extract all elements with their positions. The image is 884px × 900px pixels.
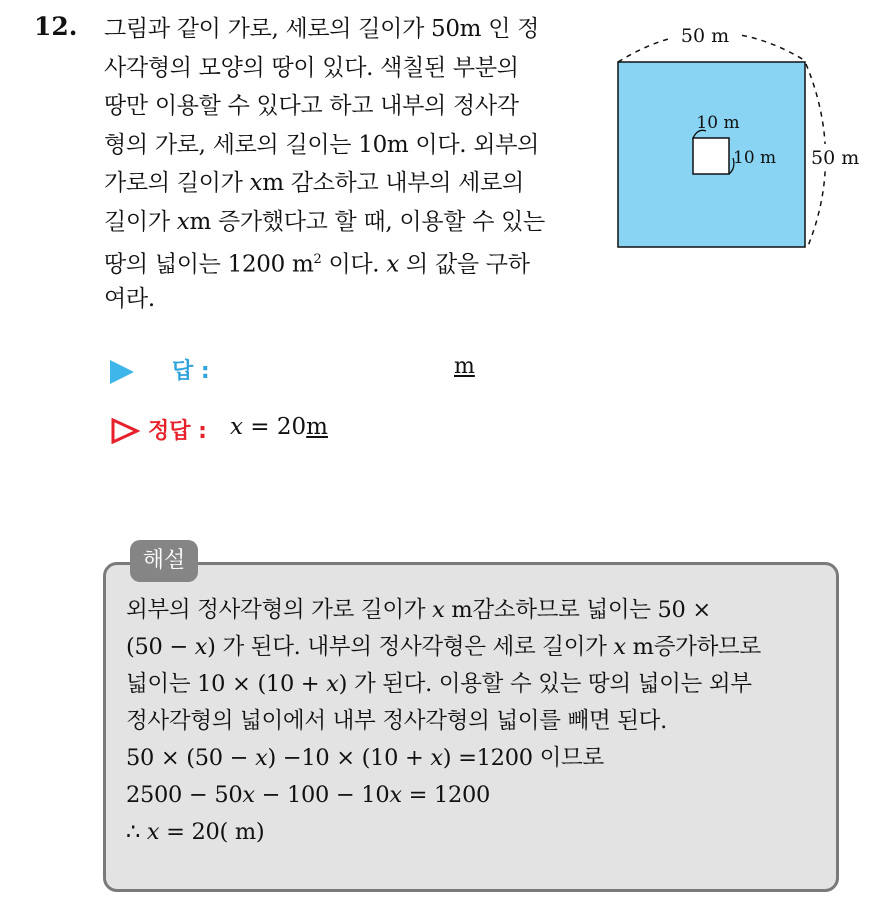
- question-text: [104, 12, 600, 320]
- explanation-line-1: 외부의 정사각형의 가로 길이가 x m감소하므로 넓이는 50 ×: [126, 597, 711, 623]
- explanation-tag: 해설: [130, 540, 198, 582]
- question-line-3: 땅만 이용할 수 있다고 하고 내부의 정사각: [104, 93, 519, 119]
- solution-label: 정답 :: [148, 419, 207, 444]
- outer-side-label: 50 m: [811, 147, 860, 169]
- outline-triangle-icon: [110, 418, 140, 444]
- question-line-6: 길이가 xm 증가했다고 할 때, 이용할 수 있는: [104, 208, 545, 235]
- explanation-line-7: ∴ x = 20( m): [126, 819, 265, 845]
- question-line-7: 땅의 넓이는 1200 $m^2$ 이다. x 의 값을 구하: [104, 251, 530, 278]
- outer-top-label: 50 m: [680, 25, 730, 47]
- explanation-line-5: 50 × (50 − x) −10 × (10 + x) =1200 이므로: [126, 745, 604, 771]
- explanation-line-6: 2500 − 50x − 100 − 10x = 1200: [126, 782, 491, 808]
- explanation-line-3: 넓이는 10 × (10 + x) 가 된다. 이용할 수 있는 땅의 넓이는 외부: [126, 671, 752, 697]
- question-number: 12.: [34, 12, 78, 41]
- inner-side-label: 10 m: [733, 148, 777, 168]
- question-line-2: 사각형의 모양의 땅이 있다. 색칠된 부분의: [104, 54, 519, 81]
- filled-triangle-icon: [110, 360, 134, 384]
- answer-label: 답 :: [172, 359, 210, 384]
- explanation-line-4: 정사각형의 넓이에서 내부 정사각형의 넓이를 빼면 된다.: [126, 708, 667, 734]
- square-land-figure: [606, 18, 870, 258]
- explanation-text: [126, 593, 826, 852]
- inner-square: [693, 138, 729, 174]
- question-line-8: 여라.: [104, 285, 155, 312]
- explanation-line-2: (50 − x) 가 된다. 내부의 정사각형은 세로 길이가 x m증가하므로: [126, 634, 761, 660]
- question-line-5: 가로의 길이가 xm 감소하고 내부의 세로의: [104, 170, 524, 196]
- question-line-1: 그림과 같이 가로, 세로의 길이가 50m 인 정: [104, 16, 540, 42]
- inner-top-label: 10 m: [696, 113, 740, 133]
- answer-unit: m: [454, 354, 475, 379]
- solution-value: x = 20m: [230, 414, 328, 440]
- question-line-4: 형의 가로, 세로의 길이는 10m 이다. 외부의: [104, 131, 540, 158]
